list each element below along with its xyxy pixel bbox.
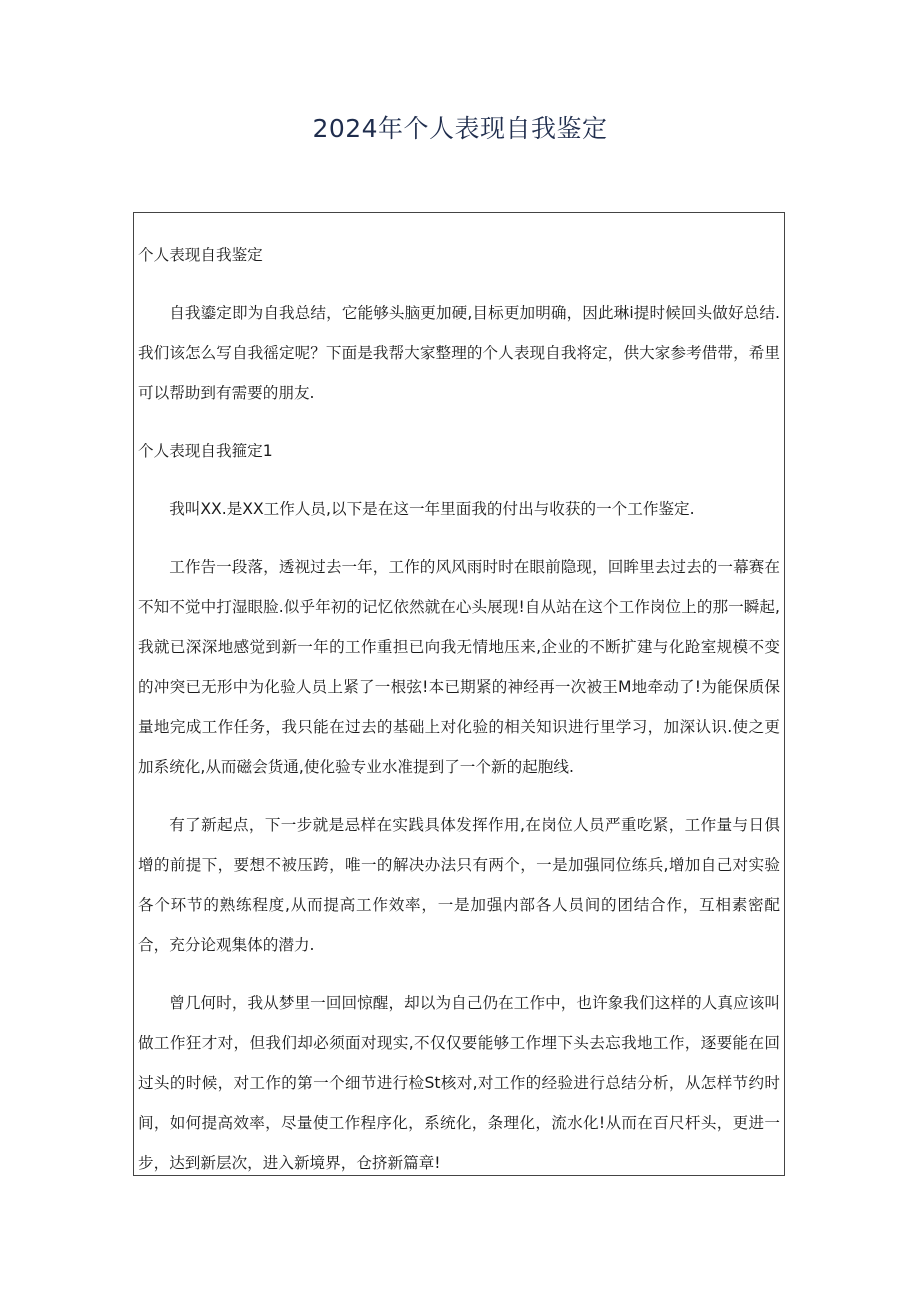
body-paragraph-4: 曾几何时，我从梦里一回回惊醒，却以为自己仍在工作中，也许象我们这样的人真应该叫做工作狂才对，但我们却必须面对现实,不仅仅要能够工作埋下头去忘我地工作，逐要能在回过头的时候，对工作的第一个细节进行检St核对,对工作的经验进行总结分析，从怎样节约时间，如何提高效率，尽量使工作程序化，系统化，条理化，流水化!从而在百尺杆头，更进一步，达到新层次，进入新境界，仓挤新篇章! bbox=[138, 994, 780, 1172]
body-paragraph-1: 我叫XX.是XX工作人员,以下是在这一年里面我的付出与收获的一个工作鉴定. bbox=[169, 500, 695, 518]
sub-heading: 个人表现自我箍定1 bbox=[138, 442, 273, 460]
document-title: 2024年个人表现自我鉴定 bbox=[312, 114, 608, 143]
intro-paragraph: 自我鎏定即为自我总结，它能够头脑更加硬,目标更加明确，因此琳i提时候回头做好总结.我们该怎么写自我徭定呢？下面是我帮大家整理的个人表现自我将定，供大家参考借带，希里可以帮助到有需要的朋友. bbox=[138, 304, 780, 402]
section-heading: 个人表现自我鉴定 bbox=[138, 246, 263, 264]
content-body bbox=[134, 213, 784, 1176]
content-frame bbox=[133, 212, 785, 1176]
body-paragraph-2: 工作告一段落，透视过去一年，工作的风风雨时时在眼前隐现，回眸里去过去的一幕赛在不知不觉中打湿眼脸.似乎年初的记忆依然就在心头展现!自从站在这个工作岗位上的那一瞬起,我就已深深地感觉到新一年的工作重担已向我无情地压来,企业的不断扩建与化跄室规模不变的冲突已无形中为化验人员上紧了一根弦!本已期紧的神经再一次被王M地牵动了!为能保质保量地完成工作任务，我只能在过去的基础上对化验的相关知识进行里学习，加深认识.使之更加系统化,从而磁会货通,使化验专业水准提到了一个新的起胞线. bbox=[138, 558, 780, 776]
body-paragraph-3: 有了新起点，下一步就是忌样在实践具体发挥作用,在岗位人员严重吃紧，工作量与日俱增的前提下，要想不被压跨，唯一的解决办法只有两个，一是加强同位练兵,增加自己对实验各个环节的熟练程度,从而提高工作效率，一是加强内部各人员间的团结合作，互相素密配合，充分论观集体的潜力. bbox=[138, 816, 780, 954]
